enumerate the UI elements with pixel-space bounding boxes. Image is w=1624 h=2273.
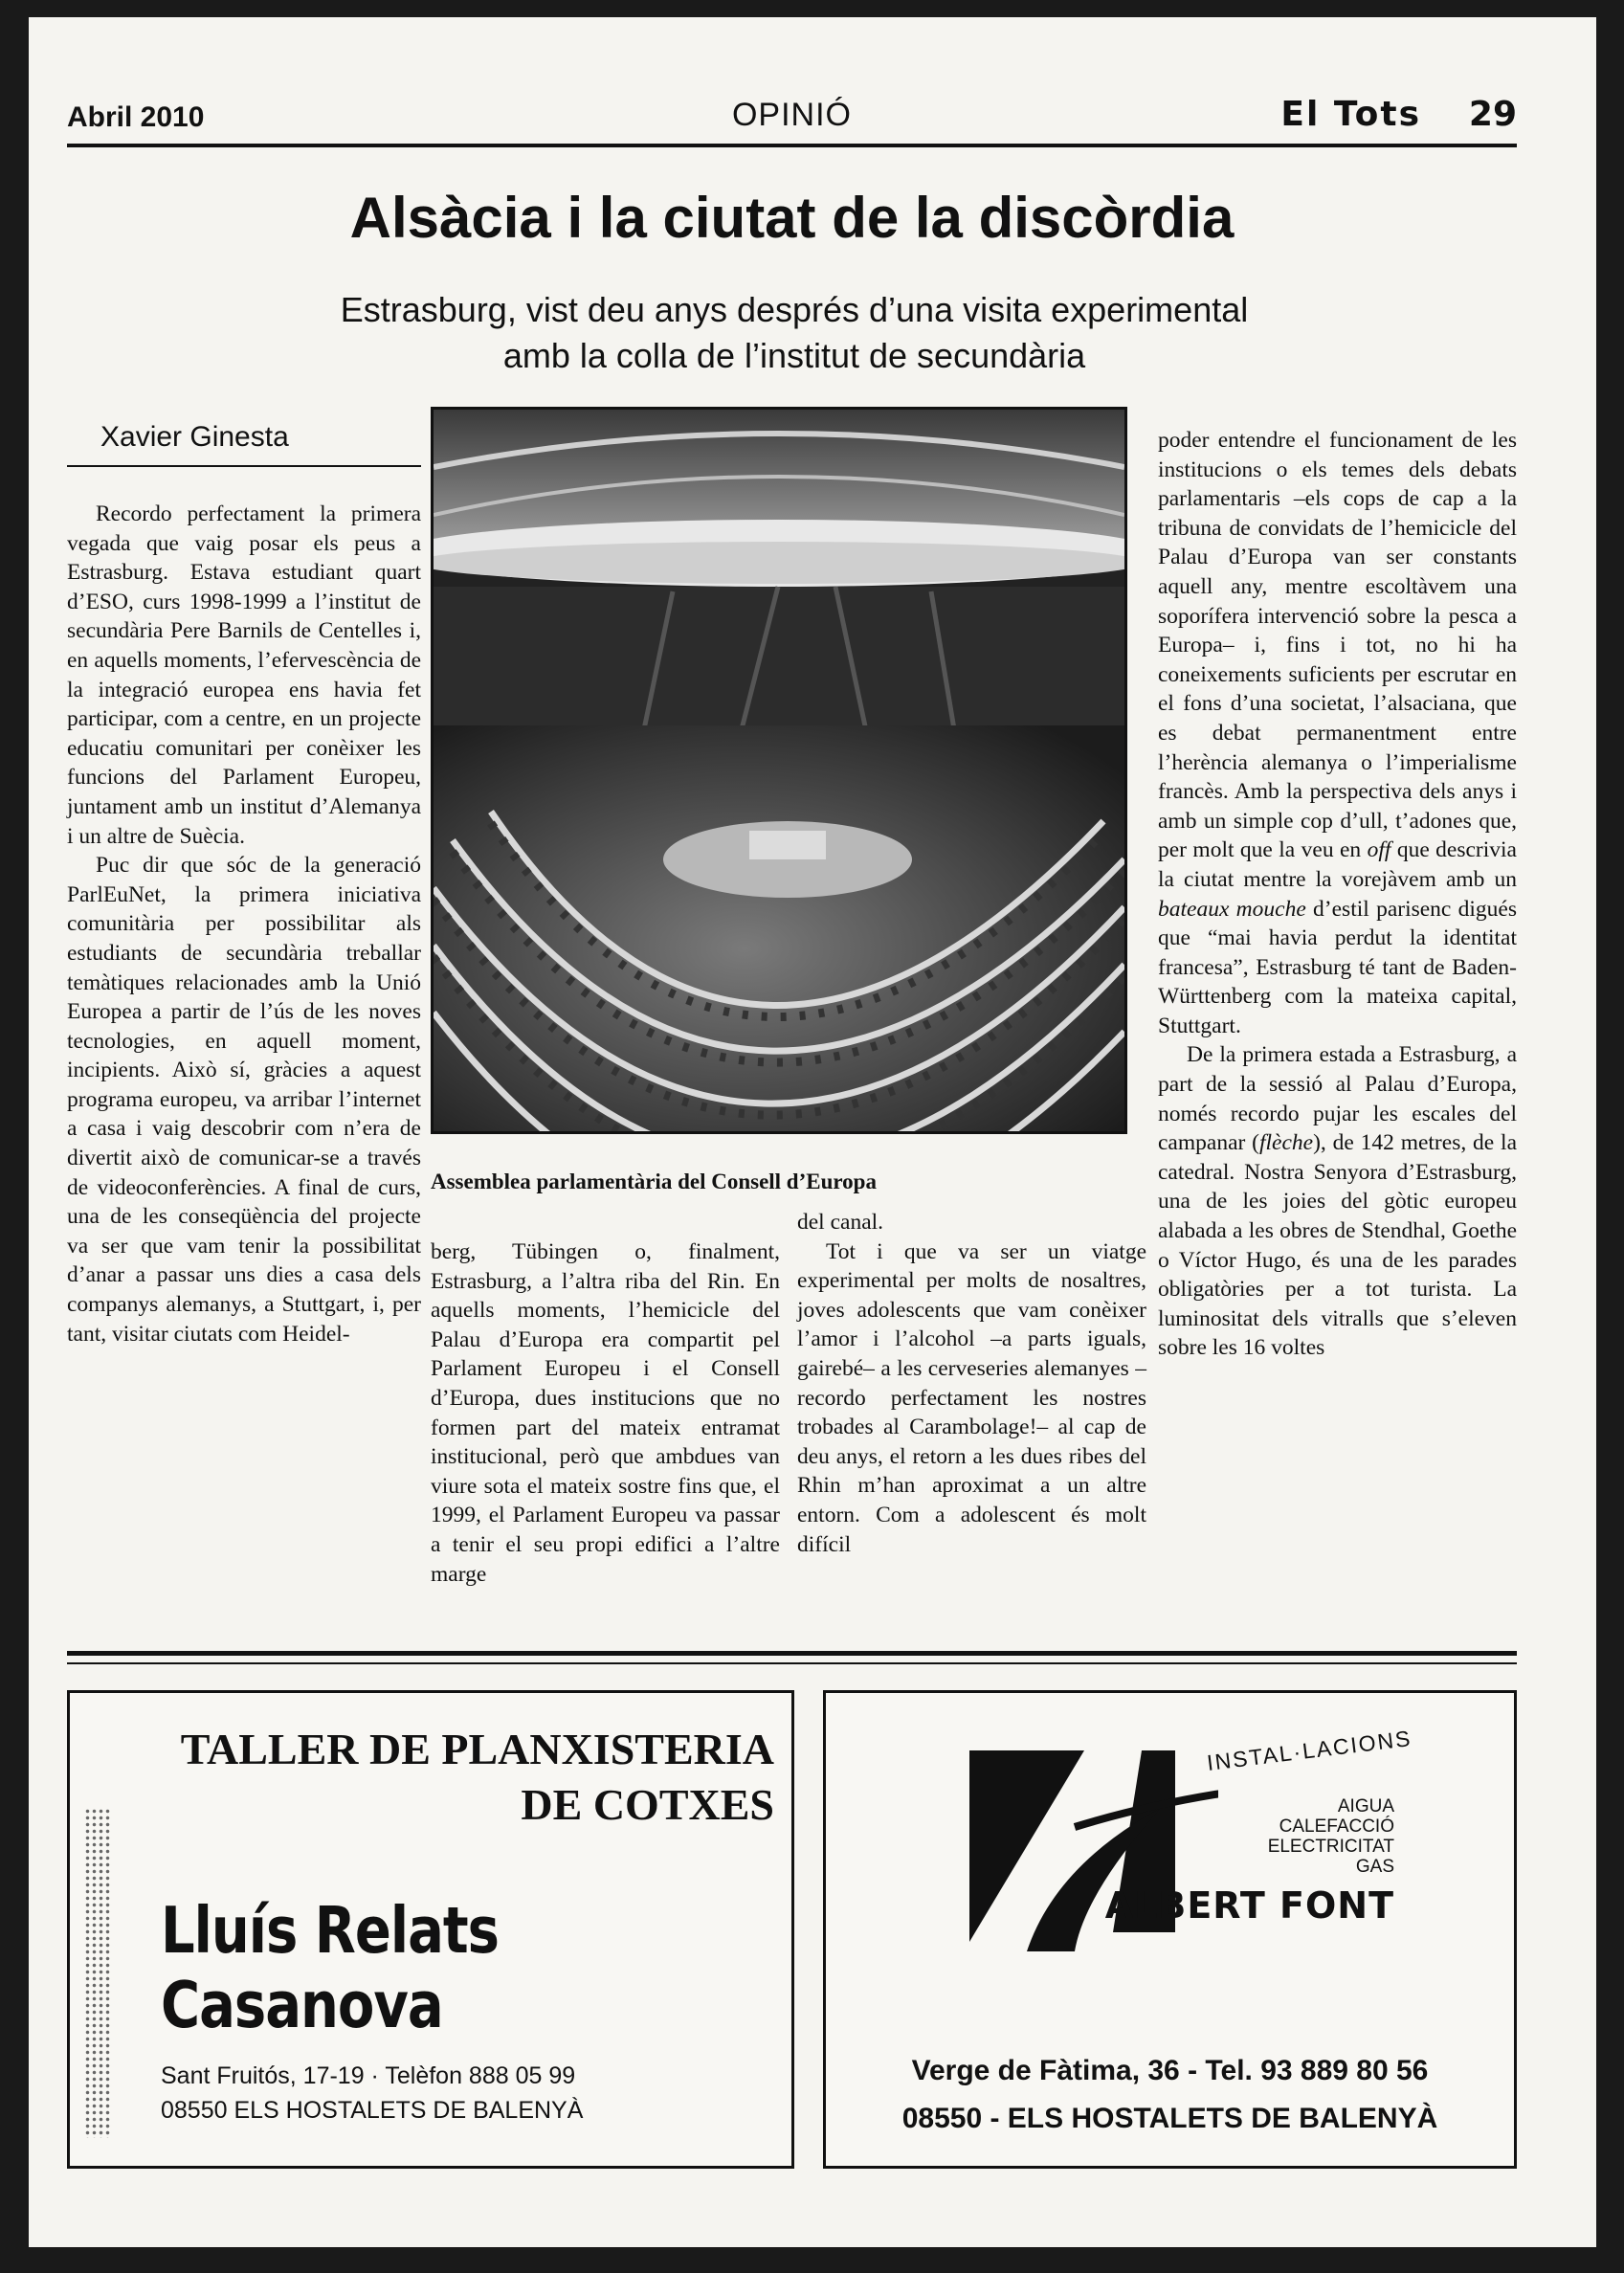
text-run: De la primera estada a Estrasburg, a part de la sessió al Palau d’Europa, només recordo pujar les escales del campanar (: [1158, 1042, 1517, 1156]
article-photo-parliament: [431, 407, 1127, 1134]
paragraph: berg, Tübingen o, finalment, Estrasburg, a l’altra riba del Rin. En aquells moments, l’hemicicle del Palau d’Europa era compartit pel Parlament Europeu i el Consell d’Europa, dues institucions que no formen part del mateix entramat institucional, però que ambdues van viure sota el mateix sostre fins que, el 1999, el Parlament Europeu va passar a tenir el seu propi edifici a l’altre marge: [431, 1239, 780, 1587]
article-column-2: [431, 1237, 780, 1589]
hemicycle-image: [434, 410, 1124, 1131]
divider-rule: [67, 1651, 1517, 1656]
photo-caption: Assemblea parlamentària del Consell d’Europa: [431, 1170, 877, 1193]
ad-address-line-1: Sant Fruitós, 17-19 · Telèfon 888 05 99: [161, 2062, 576, 2089]
divider-rule: [67, 1662, 1517, 1664]
italic-run: bateaux mouche: [1158, 896, 1306, 922]
paragraph: Recordo perfectament la primera vegada que vaig posar els peus a Estrasburg. Estava estudiant quart d’ESO, curs 1998-1999 a l’institut de secundària Pere Barnils de Centelles i, en aquells moments, l’efervescència de la integració europea ens havia fet participar, com a centre, en un projecte educatiu comunitari per conèixer les funcions del Parlament Europeu, juntament amb un institut d’Alemanya i un altre de Suècia.: [67, 501, 421, 849]
section-name: OPINIÓ: [731, 97, 853, 133]
service-item: ELECTRICITAT: [1267, 1837, 1394, 1857]
article-title: Alsàcia i la ciutat de la discòrdia: [349, 186, 1235, 250]
advertisement-bodywork-shop: [67, 1690, 794, 2169]
ad-brand-tagline: INSTAL·LACIONS: [1205, 1725, 1413, 1776]
ad-business-name: ALBERT FONT: [1104, 1884, 1394, 1927]
subtitle-line-1: Estrasburg, vist deu anys després d’una visita experimental: [340, 290, 1249, 329]
paragraph: Tot i que va ser un viatge experimental per molts de nosaltres, joves adolescents que vam conèixer l’amor i l’alcohol –a parts iguals, gairebé– a les cerveseries alemanyes –recordo perfectament les nostres trobades al Carambolage!– al cap de deu anys, el retorn a les dues ribes del Rhin m’han aproximat a un altre entorn. Com a adolescent és molt difícil: [797, 1238, 1146, 1557]
paragraph: [1158, 1040, 1517, 1363]
advertisement-installations: [823, 1690, 1517, 2169]
text-run: poder entendre el funcionament de les institucions o els temes dels debats parlamentaris –els cops de cap a la tribuna de convidats de l’hemicicle del Palau d’Europa van ser constants aquell any, mentre escoltàvem una soporífera intervenció sobre la pesca a Europa– i, fins i tot, no hi ha coneixements suficients per escrutar en el fons d’una societat, l’alsaciana, que es debat permanentment entre l’herència alemanya o l’imperialisme francès. Amb la perspectiva dels anys i amb un simple cop d’ull, t’adones que, per molt que la veu en: [1158, 428, 1517, 863]
service-item: CALEFACCIÓ: [1279, 1816, 1394, 1837]
text-run: ), de 142 metres, de la catedral. Nostra Senyora d’Estrasburg, una de les joies del gòtic europeu alabada a les obres de Stendhal, Goethe o Víctor Hugo, és una de les parades obligatòries per a tot turista. La luminositat dels vitralls que s’eleven sobre les 16 voltes: [1158, 1130, 1517, 1361]
subtitle-line-2: amb la colla de l’institut de secundària: [502, 336, 1086, 375]
article-column-3: [797, 1208, 1146, 1559]
paragraph: [1158, 426, 1517, 1040]
ad-address-line-1: Verge de Fàtima, 36 - Tel. 93 889 80 56: [911, 2055, 1429, 2086]
article-column-1: [67, 500, 421, 1348]
article-column-4: [1158, 426, 1517, 1363]
service-item: AIGUA: [1337, 1796, 1394, 1816]
page-number: 29: [1468, 95, 1517, 134]
italic-run: off: [1367, 837, 1391, 863]
halftone-dots: [84, 1808, 111, 2138]
ad-title: [181, 1722, 774, 1833]
ad-address-line-2: 08550 - ELS HOSTALETS DE BALENYÀ: [901, 2103, 1438, 2134]
ad-address-line-2: 08550 ELS HOSTALETS DE BALENYÀ: [161, 2097, 584, 2124]
article-subtitle: [191, 287, 1397, 379]
service-item: GAS: [1355, 1857, 1394, 1877]
article-author: Xavier Ginesta: [67, 421, 421, 467]
ad-services-list: [1268, 1796, 1394, 1877]
ad-address: [161, 2059, 583, 2128]
ad-title-line-1: TALLER DE PLANXISTERIA: [180, 1725, 774, 1773]
text-run: que descrivia la ciutat mentre la vorejàvem amb un: [1158, 837, 1517, 892]
ad-business-name: Lluís Relats Casanova: [161, 1894, 499, 2043]
italic-run: flèche: [1258, 1130, 1314, 1156]
ad-address: [826, 2047, 1514, 2143]
text-run: d’estil parisenc digués que “mai havia perdut la identitat francesa”, Estrasburg té tant de Baden-Württenberg com la mateixa capital, Stuttgart.: [1158, 896, 1517, 1038]
paragraph: Puc dir que sóc de la generació ParlEuNet, la primera iniciativa comunitària per possibilitar als estudiants de secundària treballar temàtiques relacionades amb la Unió Europea a partir de l’ús de les noves tecnologies, en aquell moment, incipients. Això sí, gràcies a aquest programa europeu, va arribar l’internet a casa i vaig descobrir com n’era de divertit això de comunicar-se a través de videoconferències. A final de curs, una de les conseqüència del projecte va ser que vam tenir la possibilitat d’anar a passar uns dies a casa dels companys alemanys, a Stuttgart, i, per tant, visitar ciutats com Heidel-: [67, 853, 421, 1347]
albert-font-logo: [969, 1750, 1218, 1961]
publication-name: El Tots: [1280, 95, 1421, 134]
ad-title-line-2: DE COTXES: [521, 1780, 774, 1829]
page-header: [67, 84, 1517, 147]
issue-date: Abril 2010: [67, 101, 205, 133]
paragraph: del canal.: [797, 1210, 884, 1235]
